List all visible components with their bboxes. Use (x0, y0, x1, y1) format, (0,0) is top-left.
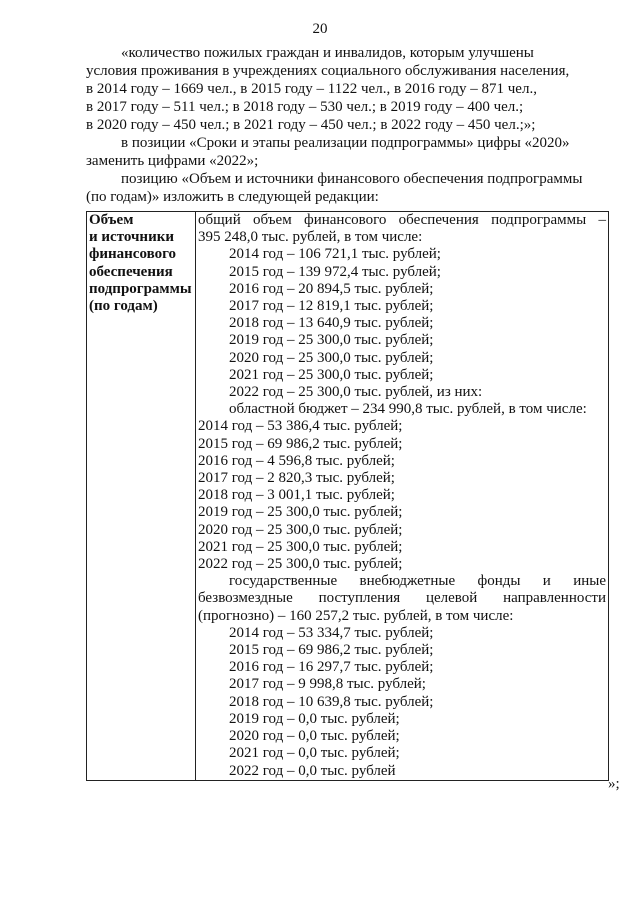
label-line: и источники (89, 229, 175, 246)
word: целевой (425, 590, 478, 607)
total-line: общий объем финансового обеспечения подпрограммы – (198, 212, 606, 228)
text-line: «количество пожилых граждан и инвалидов, которым улучшены (121, 45, 534, 61)
text-line: заменить цифрами «2022»; (86, 153, 259, 169)
funds-line-2 (198, 590, 606, 607)
text-line: в 2017 году – 511 чел.; в 2018 году – 530 чел.; в 2019 году – 400 чел.; (86, 99, 524, 115)
table-label-cell (87, 212, 196, 781)
text-line: позицию «Объем и источники финансового обеспечения подпрограммы (121, 171, 583, 187)
table-row (87, 212, 609, 781)
word: внебюджетные (359, 573, 456, 590)
word: поступления (318, 590, 401, 607)
funds-year-line: 2019 год – 0,0 тыс. рублей; (229, 710, 400, 727)
funds-line-1 (198, 573, 606, 590)
text-line: (по годам)» изложить в следующей редакции: (86, 189, 379, 205)
label-line: обеспечения (89, 263, 173, 280)
regional-year-line: 2018 год – 3 001,1 тыс. рублей; (198, 487, 395, 504)
label-line: Объем (89, 212, 134, 228)
funds-line-3: (прогнозно) – 160 257,2 тыс. рублей, в том числе: (198, 607, 514, 624)
paragraph-elderly-count (86, 44, 608, 134)
funds-year-line: 2021 год – 0,0 тыс. рублей; (229, 745, 400, 762)
regional-year-line: 2015 год – 69 986,2 тыс. рублей; (198, 435, 403, 452)
funds-year-line: 2017 год – 9 998,8 тыс. рублей; (229, 676, 426, 693)
regional-year-line: 2014 год – 53 386,4 тыс. рублей; (198, 418, 403, 435)
total-year-line: 2017 год – 12 819,1 тыс. рублей; (229, 298, 434, 315)
text-line: условия проживания в учреждениях социального обслуживания населения, (86, 63, 570, 79)
regional-year-line: 2020 год – 25 300,0 тыс. рублей; (198, 521, 403, 538)
text-line: в 2014 году – 1669 чел., в 2015 году – 1122 чел., в 2016 году – 871 чел., (86, 81, 537, 97)
word: государственные (229, 573, 338, 590)
paragraph-terms (86, 134, 608, 170)
funds-year-line: 2018 год – 10 639,8 тыс. рублей; (229, 693, 434, 710)
word: фонды (477, 573, 521, 590)
paragraph-volume (86, 170, 608, 206)
total-year-line: 2021 год – 25 300,0 тыс. рублей; (229, 366, 434, 383)
word: иные (573, 573, 606, 590)
text-line: в позиции «Сроки и этапы реализации подпрограммы» цифры «2020» (121, 135, 570, 151)
total-year-line: 2015 год – 139 972,4 тыс. рублей; (229, 263, 441, 280)
word: направленности (503, 590, 606, 607)
total-year-line: 2020 год – 25 300,0 тыс. рублей; (229, 349, 434, 366)
regional-year-line: 2019 год – 25 300,0 тыс. рублей; (198, 504, 403, 521)
total-line: 395 248,0 тыс. рублей, в том числе: (198, 229, 423, 246)
table-content-cell (196, 212, 609, 781)
regional-year-line: 2022 год – 25 300,0 тыс. рублей; (198, 556, 403, 573)
word: безвозмездные (198, 590, 293, 607)
total-year-line: 2016 год – 20 894,5 тыс. рублей; (229, 280, 434, 297)
funds-year-line: 2022 год – 0,0 тыс. рублей (229, 762, 396, 779)
total-year-line: 2019 год – 25 300,0 тыс. рублей; (229, 332, 434, 349)
funding-table (86, 211, 609, 781)
regional-year-line: 2017 год – 2 820,3 тыс. рублей; (198, 470, 395, 487)
intro-text (86, 44, 608, 206)
funds-year-line: 2020 год – 0,0 тыс. рублей; (229, 728, 400, 745)
page-number: 20 (312, 21, 328, 37)
total-year-line: 2022 год – 25 300,0 тыс. рублей, из них: (229, 384, 483, 401)
regional-year-line: 2016 год – 4 596,8 тыс. рублей; (198, 452, 395, 469)
label-line: подпрограммы (89, 280, 192, 297)
regional-year-line: 2021 год – 25 300,0 тыс. рублей; (198, 538, 403, 555)
closing-quote-mark: »; (608, 776, 620, 792)
label-line: (по годам) (89, 298, 158, 315)
total-year-line: 2018 год – 13 640,9 тыс. рублей; (229, 315, 434, 332)
word: и (542, 573, 551, 590)
funds-year-line: 2016 год – 16 297,7 тыс. рублей; (229, 659, 434, 676)
label-line: финансового (89, 246, 177, 263)
funds-year-line: 2015 год – 69 986,2 тыс. рублей; (229, 642, 434, 659)
text-line: в 2020 году – 450 чел.; в 2021 году – 450 чел.; в 2022 году – 450 чел.;»; (86, 117, 536, 133)
total-year-line: 2014 год – 106 721,1 тыс. рублей; (229, 246, 441, 263)
regional-budget-line: областной бюджет – 234 990,8 тыс. рублей, в том числе: (229, 401, 587, 418)
funds-year-line: 2014 год – 53 334,7 тыс. рублей; (229, 624, 434, 641)
